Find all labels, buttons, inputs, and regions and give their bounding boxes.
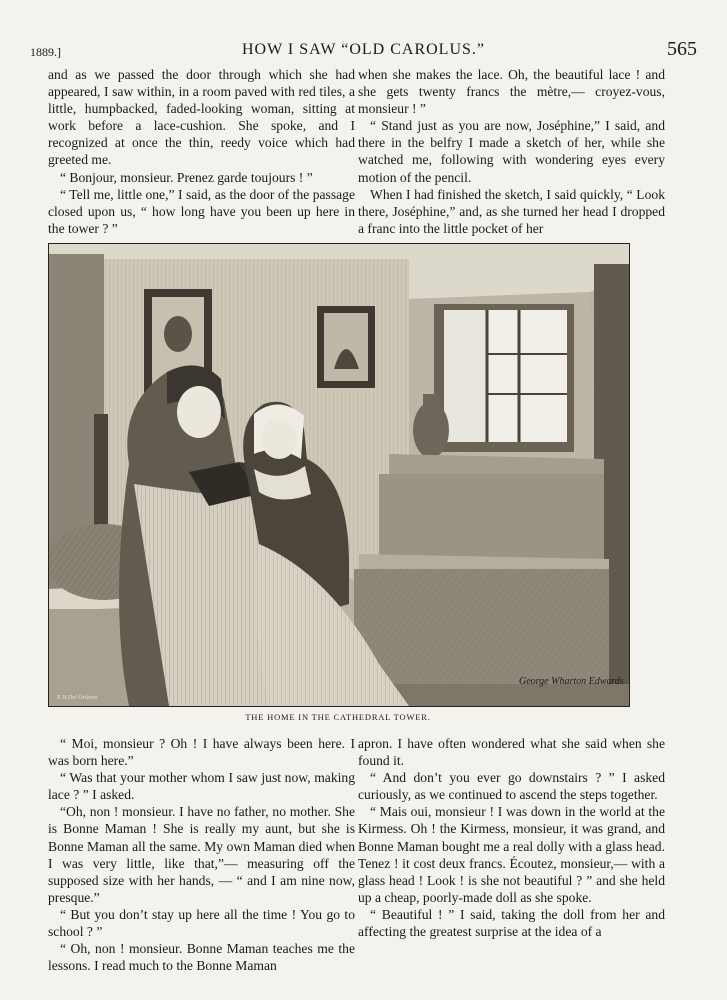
paragraph: “ And don’t you ever go downstairs ? ” I asked curiously, as we continued to ascend the steps together. [358, 770, 665, 803]
column-top-right [358, 66, 665, 237]
paragraph: “ Bonjour, monsieur. Prenez garde toujours ! ” [60, 169, 313, 185]
artist-signature: George Wharton Edwards [519, 676, 624, 687]
paragraph: “ Stand just as you are now, Joséphine,” I said, and there in the belfry I made a sketch of her, while she watched me, following with wondering eyes every motion of the pencil. [358, 118, 665, 185]
paragraph: “ Beautiful ! ” I said, taking the doll from her and affecting the greatest surprise at the idea of a [358, 906, 665, 940]
paragraph: “ But you don’t stay up here all the time ! You go to school ? ” [48, 906, 355, 940]
paragraph: “ Moi, monsieur ? Oh ! I have always been here. I was born here.” [48, 736, 355, 769]
column-top-left [48, 66, 355, 237]
paragraph: when she makes the lace. Oh, the beautiful lace ! and she gets twenty francs the mètre,— croyez-vous, monsieur ! ” [358, 67, 665, 117]
paragraph: apron. I have often wondered what she said when she found it. [358, 736, 665, 769]
paragraph: “Oh, non ! monsieur. I have no father, no mother. She is Bonne Maman ! She is really my aunt, but she is Bonne Maman all the same. My own Maman died when I was very little, like that,”— measuring off the supposed size with her hands, — “ and I am nine now, presque.” [48, 804, 355, 905]
header-title: HOW I SAW “OLD CAROLUS.” [242, 41, 485, 58]
illustration-caption: THE HOME IN THE CATHEDRAL TOWER. [245, 712, 431, 722]
paragraph: “ Was that your mother whom I saw just now, making lace ? ” I asked. [48, 770, 355, 803]
page-number: 565 [667, 38, 697, 60]
paragraph: When I had finished the sketch, I said quickly, “ Look there, Joséphine,” and, as she turned her head I dropped a franc into the little pocket of her [358, 186, 665, 236]
header-year: 1889.] [30, 45, 61, 59]
engraving-image [49, 244, 629, 706]
running-header [30, 38, 697, 64]
illustration [48, 243, 630, 707]
paragraph: and as we passed the door through which she had appeared, I saw within, in a room paved with red tiles, a little, humpbacked, faded-looking woman, sitting at work before a lace-cushion. She spoke, and I recognized at once the thin, reedy voice which had greeted me. [48, 67, 355, 168]
paragraph: “ Mais oui, monsieur ! I was down in the world at the Kirmess. Oh ! the Kirmess, monsieur, it was grand, and Bonne Maman bought me a real dolly with a glass head. Tenez ! it cost deux francs. Écoutez, monsieur,— with a glass head ! Look ! is she not beautiful ? ” and she held up a cheap, poorly-made doll as she spoke. [358, 804, 665, 905]
paragraph: “ Tell me, little one,” I said, as the door of the passage closed upon us, “ how long have you been up here in the tower ? ” [48, 186, 355, 236]
paragraph: “ Oh, non ! monsieur. Bonne Maman teaches me the lessons. I read much to the Bonne Maman [48, 941, 355, 974]
column-bottom-left [48, 735, 355, 974]
engraver-signature: E.H.Del Orleans [57, 695, 98, 701]
column-bottom-right [358, 735, 665, 940]
